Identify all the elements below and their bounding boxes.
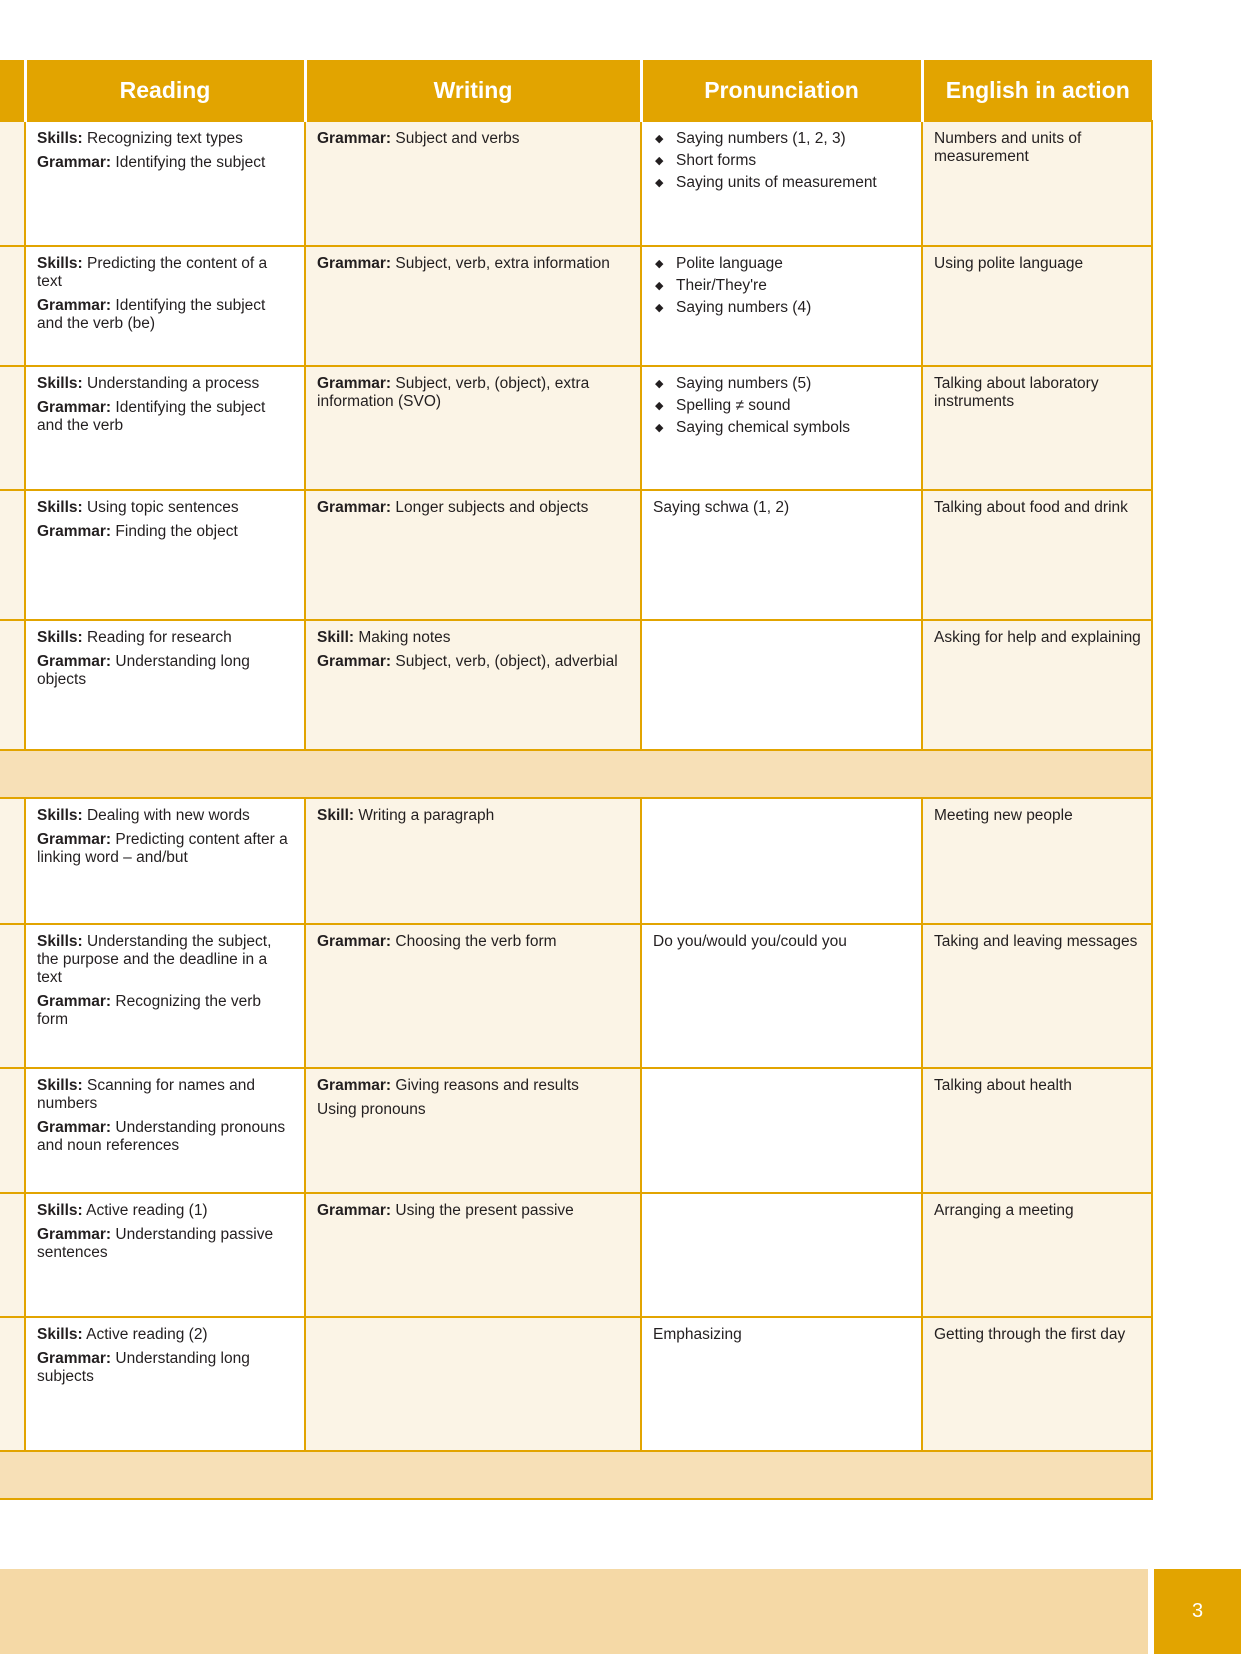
- table-row: [0, 1193, 1152, 1317]
- english-in-action-cell: Arranging a meeting: [922, 1193, 1152, 1317]
- reading-entry: [37, 807, 294, 825]
- writing-text: Using the present passive: [395, 1202, 574, 1219]
- reading-text: Scanning for names and numbers: [37, 1077, 256, 1112]
- reading-entry: [37, 629, 294, 647]
- reading-label: Grammar:: [37, 1350, 112, 1367]
- pronunciation-item: [653, 174, 911, 192]
- pronunciation-cell: [641, 490, 922, 620]
- row-left-edge: [0, 620, 25, 750]
- pronunciation-cell: [641, 798, 922, 924]
- header-cell-left-edge: [0, 60, 25, 121]
- reading-text: Understanding long objects: [37, 653, 250, 688]
- reading-label: Skills:: [37, 1202, 83, 1219]
- writing-label: Grammar:: [317, 499, 392, 516]
- pronunciation-item-text: Short forms: [676, 152, 757, 169]
- diamond-bullet-icon: ◆: [655, 133, 664, 145]
- reading-cell: [25, 1068, 305, 1193]
- pronunciation-item-text: Saying numbers (1, 2, 3): [676, 130, 846, 147]
- diamond-bullet-icon: ◆: [655, 258, 664, 270]
- pronunciation-cell: [641, 246, 922, 366]
- reading-text: Active reading (2): [86, 1326, 208, 1343]
- pronunciation-item-text: Saying numbers (5): [676, 375, 812, 392]
- writing-text: Subject, verb, extra information: [395, 255, 610, 272]
- writing-entry: [317, 1077, 630, 1095]
- pronunciation-cell: [641, 121, 922, 246]
- section-band: [0, 750, 1152, 798]
- reading-text: Predicting content after a linking word – and/but: [37, 831, 288, 866]
- reading-entry: [37, 993, 294, 1029]
- writing-entry: [317, 653, 630, 671]
- english-in-action-cell: Getting through the first day: [922, 1317, 1152, 1451]
- writing-cell: [305, 1068, 641, 1193]
- header-english-in-action: English in action: [922, 60, 1152, 121]
- reading-cell: [25, 620, 305, 750]
- writing-label: Grammar:: [317, 255, 392, 272]
- reading-entry: [37, 1226, 294, 1262]
- pronunciation-text: Saying schwa (1, 2): [653, 499, 790, 516]
- reading-label: Grammar:: [37, 297, 112, 314]
- pronunciation-item-text: Polite language: [676, 255, 783, 272]
- writing-label: Grammar:: [317, 130, 392, 147]
- reading-entry: [37, 255, 294, 291]
- writing-cell: [305, 1317, 641, 1451]
- row-left-edge: [0, 924, 25, 1068]
- reading-cell: [25, 924, 305, 1068]
- section-band-row: [0, 1451, 1152, 1499]
- header-row: [0, 60, 1152, 121]
- pronunciation-item: [653, 419, 911, 437]
- writing-cell: [305, 366, 641, 490]
- writing-text: Choosing the verb form: [395, 933, 557, 950]
- writing-label: Skill:: [317, 807, 355, 824]
- english-in-action-cell: Talking about health: [922, 1068, 1152, 1193]
- table-row: [0, 246, 1152, 366]
- pronunciation-cell: [641, 366, 922, 490]
- table-row: [0, 798, 1152, 924]
- writing-entry: [317, 933, 630, 951]
- pronunciation-list: [653, 255, 911, 317]
- writing-label: Grammar:: [317, 1077, 392, 1094]
- reading-label: Skills:: [37, 499, 83, 516]
- reading-entry: [37, 1119, 294, 1155]
- pronunciation-item: [653, 255, 911, 273]
- reading-text: Understanding pronouns and noun references: [37, 1119, 286, 1154]
- pronunciation-item: [653, 299, 911, 317]
- writing-label: Grammar:: [317, 933, 392, 950]
- writing-text: Using pronouns: [317, 1101, 426, 1118]
- english-in-action-cell: Asking for help and explaining: [922, 620, 1152, 750]
- reading-text: Finding the object: [115, 523, 238, 540]
- reading-label: Grammar:: [37, 399, 112, 416]
- header-reading: Reading: [25, 60, 305, 121]
- reading-text: Understanding a process: [86, 375, 260, 392]
- diamond-bullet-icon: ◆: [655, 378, 664, 390]
- english-in-action-cell: Meeting new people: [922, 798, 1152, 924]
- pronunciation-cell: [641, 924, 922, 1068]
- pronunciation-item: [653, 277, 911, 295]
- row-left-edge: [0, 1068, 25, 1193]
- reading-label: Skills:: [37, 1326, 83, 1343]
- english-in-action-cell: Using polite language: [922, 246, 1152, 366]
- reading-entry: [37, 154, 294, 172]
- row-left-edge: [0, 1317, 25, 1451]
- reading-label: Grammar:: [37, 154, 112, 171]
- reading-label: Skills:: [37, 375, 83, 392]
- writing-text: Giving reasons and results: [395, 1077, 579, 1094]
- reading-label: Grammar:: [37, 1119, 112, 1136]
- reading-entry: [37, 1202, 294, 1220]
- writing-cell: [305, 121, 641, 246]
- table-row: [0, 620, 1152, 750]
- pronunciation-item: [653, 375, 911, 393]
- reading-text: Understanding long subjects: [37, 1350, 250, 1385]
- row-left-edge: [0, 366, 25, 490]
- writing-entry: [317, 1101, 630, 1119]
- table-row: [0, 1317, 1152, 1451]
- english-in-action-cell: Talking about food and drink: [922, 490, 1152, 620]
- reading-text: Using topic sentences: [86, 499, 239, 516]
- writing-text: Subject, verb, (object), extra information (SVO): [317, 375, 590, 410]
- pronunciation-text: Emphasizing: [653, 1326, 742, 1343]
- writing-cell: [305, 620, 641, 750]
- writing-label: Skill:: [317, 629, 355, 646]
- pronunciation-cell: [641, 1068, 922, 1193]
- reading-cell: [25, 1317, 305, 1451]
- section-band-row: [0, 750, 1152, 798]
- reading-entry: [37, 130, 294, 148]
- pronunciation-item: [653, 152, 911, 170]
- diamond-bullet-icon: ◆: [655, 177, 664, 189]
- reading-entry: [37, 297, 294, 333]
- writing-cell: [305, 924, 641, 1068]
- reading-text: Understanding the subject, the purpose and the deadline in a text: [37, 933, 272, 986]
- page-number: 3: [1154, 1569, 1241, 1654]
- row-left-edge: [0, 1193, 25, 1317]
- row-left-edge: [0, 798, 25, 924]
- reading-cell: [25, 798, 305, 924]
- reading-label: Skills:: [37, 130, 83, 147]
- writing-label: Grammar:: [317, 1202, 392, 1219]
- contents-table: [0, 60, 1153, 1500]
- pronunciation-item-text: Their/They're: [676, 277, 767, 294]
- diamond-bullet-icon: ◆: [655, 155, 664, 167]
- writing-text: Making notes: [358, 629, 451, 646]
- reading-cell: [25, 490, 305, 620]
- reading-text: Dealing with new words: [86, 807, 250, 824]
- reading-label: Skills:: [37, 807, 83, 824]
- writing-cell: [305, 798, 641, 924]
- reading-label: Skills:: [37, 255, 83, 272]
- table-row: [0, 490, 1152, 620]
- reading-label: Skills:: [37, 933, 83, 950]
- reading-text: Recognizing the verb form: [37, 993, 262, 1028]
- reading-cell: [25, 1193, 305, 1317]
- writing-entry: [317, 629, 630, 647]
- english-in-action-cell: Numbers and units of measurement: [922, 121, 1152, 246]
- pronunciation-item: [653, 397, 911, 415]
- header-pronunciation: Pronunciation: [641, 60, 922, 121]
- table-row: [0, 121, 1152, 246]
- reading-text: Understanding passive sentences: [37, 1226, 274, 1261]
- section-band: [0, 1451, 1152, 1499]
- pronunciation-list: [653, 130, 911, 192]
- pronunciation-item-text: Saying numbers (4): [676, 299, 812, 316]
- writing-text: Writing a paragraph: [358, 807, 495, 824]
- header-writing: Writing: [305, 60, 641, 121]
- writing-cell: [305, 490, 641, 620]
- reading-label: Skills:: [37, 629, 83, 646]
- table-row: [0, 366, 1152, 490]
- reading-entry: [37, 499, 294, 517]
- writing-entry: [317, 375, 630, 411]
- reading-entry: [37, 653, 294, 689]
- reading-entry: [37, 1077, 294, 1113]
- reading-entry: [37, 1326, 294, 1344]
- row-left-edge: [0, 246, 25, 366]
- reading-label: Grammar:: [37, 1226, 112, 1243]
- writing-entry: [317, 1202, 630, 1220]
- diamond-bullet-icon: ◆: [655, 422, 664, 434]
- writing-entry: [317, 255, 630, 273]
- pronunciation-item-text: Saying chemical symbols: [676, 419, 851, 436]
- reading-entry: [37, 831, 294, 867]
- row-left-edge: [0, 121, 25, 246]
- writing-entry: [317, 130, 630, 148]
- pronunciation-list: [653, 375, 911, 437]
- writing-text: Subject and verbs: [395, 130, 520, 147]
- reading-label: Grammar:: [37, 831, 112, 848]
- reading-cell: [25, 121, 305, 246]
- pronunciation-cell: [641, 1317, 922, 1451]
- reading-entry: [37, 375, 294, 393]
- reading-text: Active reading (1): [86, 1202, 208, 1219]
- pronunciation-item-text: Spelling ≠ sound: [676, 397, 791, 414]
- table-row: [0, 924, 1152, 1068]
- writing-entry: [317, 807, 630, 825]
- writing-text: Longer subjects and objects: [395, 499, 589, 516]
- footer-band: [0, 1569, 1148, 1654]
- reading-label: Skills:: [37, 1077, 83, 1094]
- pronunciation-cell: [641, 1193, 922, 1317]
- reading-text: Identifying the subject: [115, 154, 266, 171]
- reading-text: Predicting the content of a text: [37, 255, 268, 290]
- english-in-action-cell: Talking about laboratory instruments: [922, 366, 1152, 490]
- reading-text: Reading for research: [86, 629, 232, 646]
- table-row: [0, 1068, 1152, 1193]
- pronunciation-cell: [641, 620, 922, 750]
- writing-text: Subject, verb, (object), adverbial: [395, 653, 618, 670]
- reading-label: Grammar:: [37, 653, 112, 670]
- writing-entry: [317, 499, 630, 517]
- reading-entry: [37, 523, 294, 541]
- diamond-bullet-icon: ◆: [655, 280, 664, 292]
- reading-cell: [25, 366, 305, 490]
- writing-label: Grammar:: [317, 653, 392, 670]
- reading-entry: [37, 399, 294, 435]
- reading-entry: [37, 1350, 294, 1386]
- reading-label: Grammar:: [37, 993, 112, 1010]
- diamond-bullet-icon: ◆: [655, 302, 664, 314]
- row-left-edge: [0, 490, 25, 620]
- reading-text: Recognizing text types: [86, 130, 243, 147]
- writing-cell: [305, 246, 641, 366]
- diamond-bullet-icon: ◆: [655, 400, 664, 412]
- reading-label: Grammar:: [37, 523, 112, 540]
- pronunciation-item: [653, 130, 911, 148]
- pronunciation-text: Do you/would you/could you: [653, 933, 847, 950]
- pronunciation-item-text: Saying units of measurement: [676, 174, 877, 191]
- contents-table-body: [0, 121, 1152, 1499]
- reading-text: Identifying the subject and the verb (be): [37, 297, 266, 332]
- reading-text: Identifying the subject and the verb: [37, 399, 266, 434]
- writing-label: Grammar:: [317, 375, 392, 392]
- english-in-action-cell: Taking and leaving messages: [922, 924, 1152, 1068]
- reading-entry: [37, 933, 294, 987]
- reading-cell: [25, 246, 305, 366]
- writing-cell: [305, 1193, 641, 1317]
